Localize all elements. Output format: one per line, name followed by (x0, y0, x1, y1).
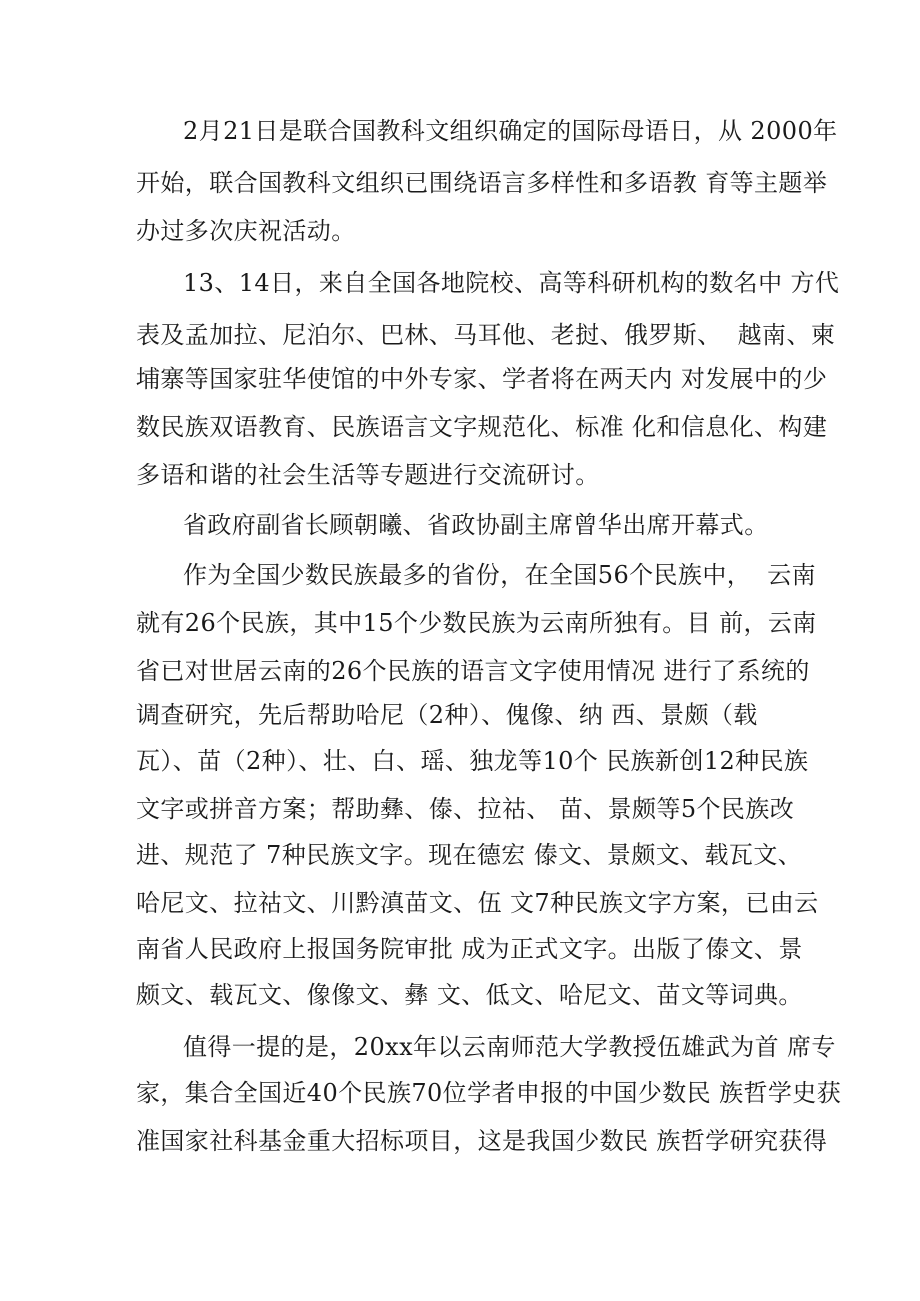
text-line: 文字或拼音方案；帮助彝、傣、拉祜、 苗、景颇等5个民族改 (136, 795, 795, 823)
text-line: 多语和谐的社会生活等专题进行交流研讨。 (136, 461, 600, 489)
text-line: 办过多次庆祝活动。 (136, 217, 356, 245)
text-line: 埔寨等国家驻华使馆的中外专家、学者将在两天内 对发展中的少 (136, 365, 828, 393)
text-line: 表及孟加拉、尼泊尔、巴林、马耳他、老挝、俄罗斯、 越南、柬 (136, 321, 836, 349)
text-line: 开始，联合国教科文组织已围绕语言多样性和多语教 育等主题举 (136, 169, 828, 197)
text-line: 进、规范了 7种民族文字。现在德宏 傣文、景颇文、载瓦文、 (136, 841, 803, 869)
text-line: 准国家社科基金重大招标项目，这是我国少数民 族哲学研究获得 (136, 1127, 828, 1155)
text-line: 13、14日，来自全国各地院校、高等科研机构的数名中 方代 (183, 269, 840, 297)
text-line: 2月21日是联合国教科文组织确定的国际母语日，从 2000年 (183, 117, 838, 145)
text-line: 数民族双语教育、民族语言文字规范化、标准 化和信息化、构建 (136, 413, 828, 441)
text-line: 省政府副省长顾朝曦、省政协副主席曾华出席开幕式。 (183, 511, 769, 539)
text-line: 就有26个民族，其中15个少数民族为云南所独有。目 前，云南 (136, 609, 817, 637)
text-line: 家，集合全国近40个民族70位学者申报的中国少数民 族哲学史获 (136, 1079, 842, 1107)
text-line: 南省人民政府上报国务院审批 成为正式文字。出版了傣文、景 (136, 935, 803, 963)
text-line: 值得一提的是，20xx年以云南师范大学教授伍雄武为首 席专 (183, 1033, 836, 1061)
text-line: 调查研究，先后帮助哈尼（2种）、傀像、纳 西、景颇（载 (136, 701, 758, 729)
text-line: 作为全国少数民族最多的省份，在全国56个民族中， 云南 (183, 561, 816, 589)
text-line: 瓦）、苗（2种）、壮、白、瑶、独龙等10个 民族新创12种民族 (136, 747, 809, 775)
text-line: 哈尼文、拉祜文、川黔滇苗文、伍 文7种民族文字方案，已由云 (136, 889, 819, 917)
text-line: 颇文、载瓦文、像像文、彝 文、低文、哈尼文、苗文等词典。 (136, 981, 803, 1009)
text-line: 省已对世居云南的26个民族的语言文字使用情况 进行了系统的 (136, 657, 810, 685)
